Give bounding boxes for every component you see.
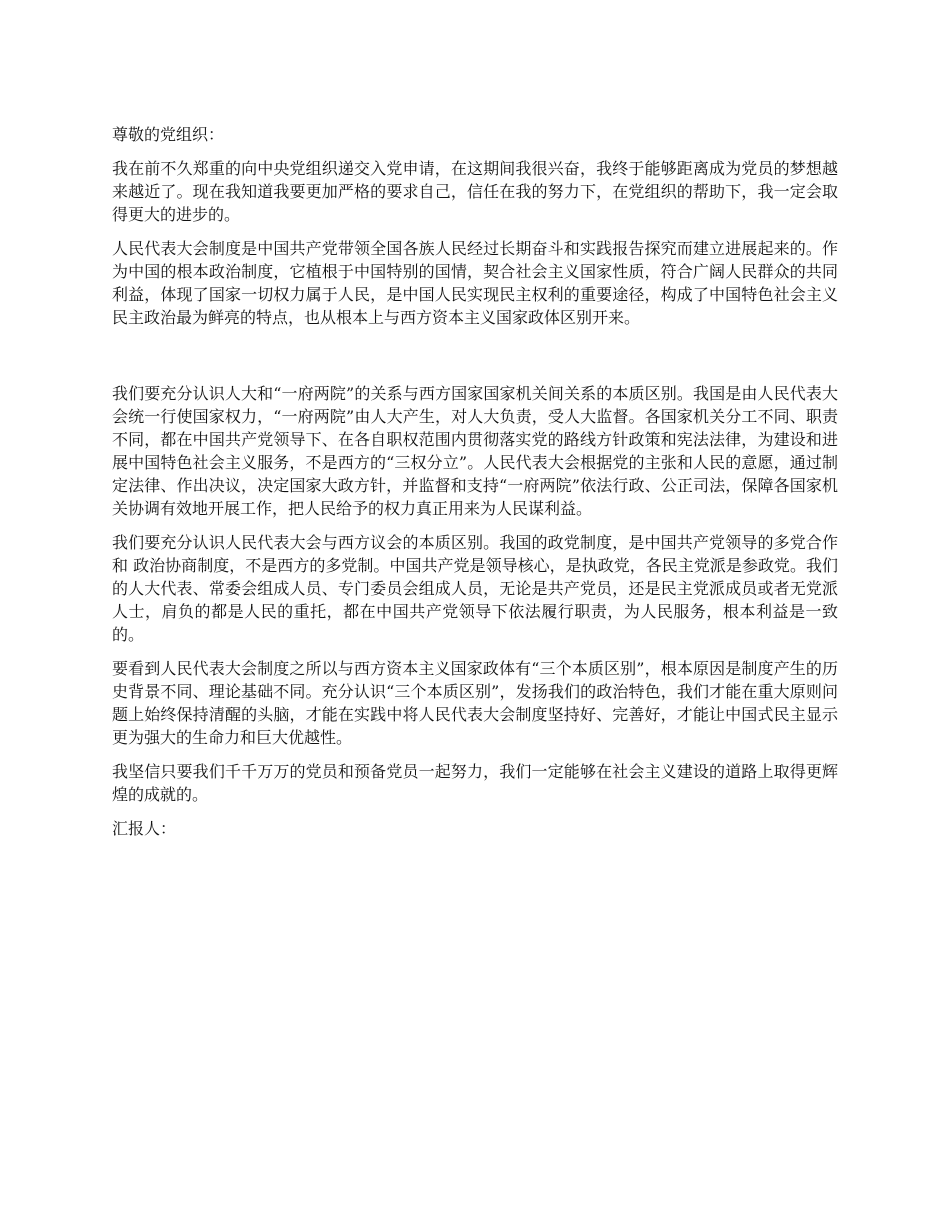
document-page: [112, 123, 838, 851]
signature-label: 汇报人：: [112, 819, 177, 838]
paragraph-three-differences: 要看到人民代表大会制度之所以与西方资本主义国家政体有“三个本质区别”，根本原因是制度产生的历史背景不同、理论基础不同。充分认识“三个本质区别”，发扬我们的政治特色，我们才能在重大原则问题上始终保持清醒的头脑，才能在实践中将人民代表大会制度坚持好、完善好，才能让中国式民主显示更为强大的生命力和巨大优越性。: [112, 659, 838, 747]
paragraph-gap: [112, 340, 838, 382]
paragraph-npc-system: 人民代表大会制度是中国共产党带领全国各族人民经过长期奋斗和实践报告探究而建立进展起来的。作为中国的根本政治制度，它植根于中国特别的国情，契合社会主义国家性质，符合广阔人民群众的共同利益，体现了国家一切权力属于人民，是中国人民实现民主权利的重要途径，构成了中国特色社会主义民主政治最为鲜亮的特点，也从根本上与西方资本主义国家政体区别开来。: [112, 239, 838, 327]
paragraph-one-government-two-courts: 我们要充分认识人大和“一府两院”的关系与西方国家国家机关间关系的本质区别。我国是由人民代表大会统一行使国家权力，“一府两院”由人大产生，对人大负责，受人大监督。各国家机关分工不同、职责不同，都在中国共产党领导下、在各自职权范围内贯彻落实党的路线方针政策和宪法法律，为建设和进展中国特色社会主义服务，不是西方的“三权分立”。人民代表大会根据党的主张和人民的意愿，通过制定法律、作出决议，决定国家大政方针，并监督和支持“一府两院”依法行政、公正司法，保障各国家机关协调有效地开展工作，把人民给予的权力真正用来为人民谋利益。: [112, 384, 838, 518]
salutation: 尊敬的党组织：: [112, 125, 225, 144]
paragraph-parliament-difference: 我们要充分认识人民代表大会与西方议会的本质区别。我国的政党制度，是中国共产党领导的多党合作和 政治协商制度，不是西方的多党制。中国共产党是领导核心，是执政党，各民主党派是参政党。我们的人大代表、常委会组成人员、专门委员会组成人员，无论是共产党员，还是民主党派成员或者无党派人士，肩负的都是人民的重托，都在中国共产党领导下依法履行职责，为人民服务，根本利益是一致的。: [112, 533, 838, 644]
paragraph-conclusion: 我坚信只要我们千千万万的党员和预备党员一起努力，我们一定能够在社会主义建设的道路上取得更辉煌的成就的。: [112, 762, 838, 804]
paragraph-intro: 我在前不久郑重的向中央党组织递交入党申请，在这期间我很兴奋，我终于能够距离成为党员的梦想越来越近了。现在我知道我要更加严格的要求自己，信任在我的努力下，在党组织的帮助下，我一定会取得更大的进步的。: [112, 159, 838, 224]
